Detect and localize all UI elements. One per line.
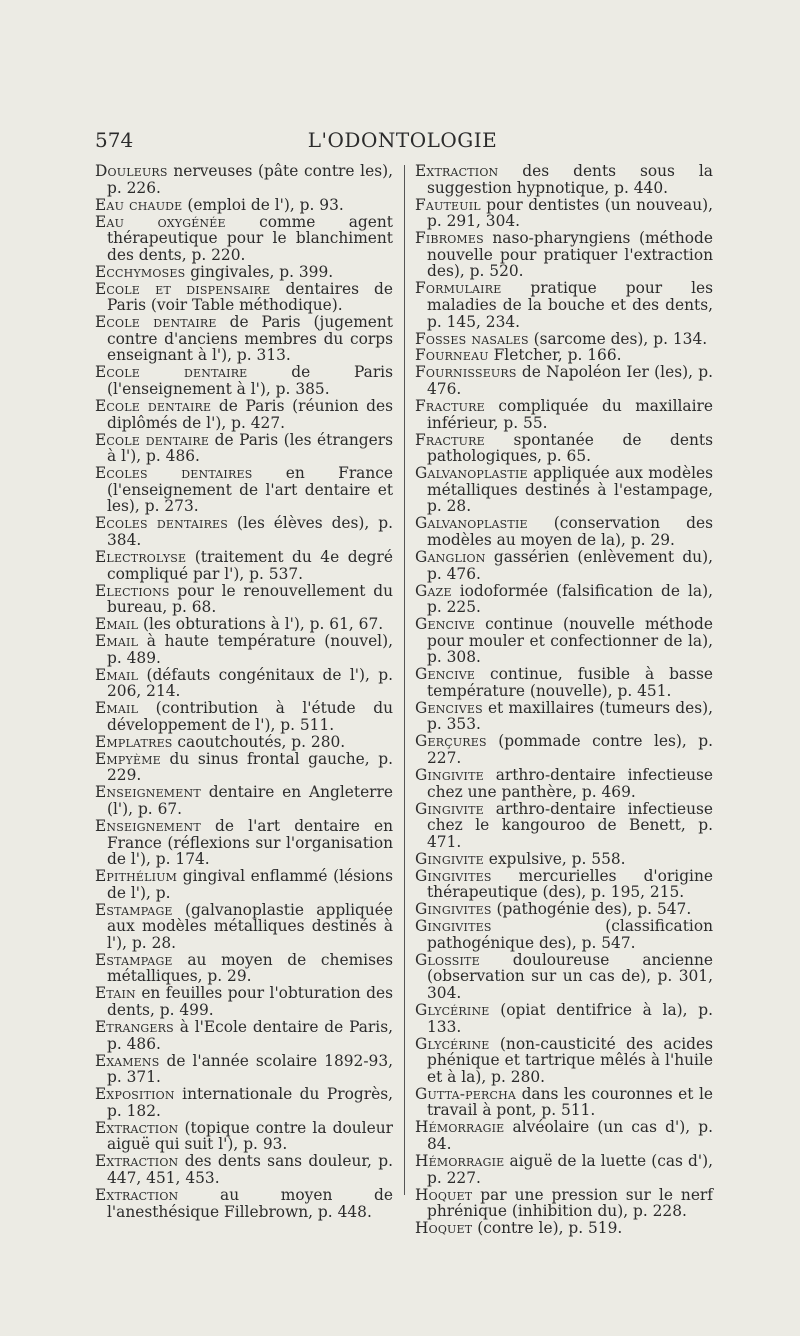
index-keyword: Gutta-percha xyxy=(415,1084,517,1103)
index-entry-text: aiguë de la luette (cas d'), p. 227. xyxy=(427,1151,713,1187)
index-entry-text: gassérien (enlèvement du), p. 476. xyxy=(427,547,713,583)
index-entry-text: (les obturations à l'), p. 61, 67. xyxy=(138,615,384,634)
running-title: L'ODONTOLOGIE xyxy=(307,128,498,152)
index-entry-text: de Paris (jugement contre d'anciens membres du corps enseignant à l'), p. 313. xyxy=(107,313,393,365)
index-entry-text: appliquée aux modèles métalliques destinés à l'estampage, p. 28. xyxy=(427,464,713,516)
index-entry-text: de Napoléon Ier (les), p. 476. xyxy=(427,363,713,399)
index-entry-text: continue (nouvelle méthode pour mouler et confectionner de la), p. 308. xyxy=(427,615,713,667)
index-entry xyxy=(95,784,393,817)
index-keyword: Exposition xyxy=(95,1085,175,1104)
index-entry-text: douloureuse ancienne (observation sur un cas de), p. 301, 304. xyxy=(427,950,713,1003)
index-entry-text: dans les couronnes et le travail à pont, p. 511. xyxy=(427,1084,713,1120)
index-keyword: Email xyxy=(95,615,139,634)
index-entry xyxy=(95,1120,393,1153)
index-entry-text: au moyen de chemises métalliques, p. 29. xyxy=(107,950,393,986)
index-entry-text: (pathogénie des), p. 547. xyxy=(491,900,692,919)
index-keyword: Emplatres xyxy=(95,732,173,751)
index-entry-text: gingival enflammé (lésions de l'), p. xyxy=(107,867,393,902)
index-entry xyxy=(95,1153,393,1186)
index-entry-text: (classification pathogénique des), p. 547. xyxy=(427,917,713,952)
index-entry-text: (les élèves des), p. 384. xyxy=(107,514,393,549)
index-entry-text: en France (l'enseignement de l'art dentaire et les), p. 273. xyxy=(107,464,393,516)
index-entry xyxy=(415,1153,713,1186)
index-column-left xyxy=(95,163,393,1221)
index-entry-text: arthro-dentaire infectieuse chez une panthère, p. 469. xyxy=(427,766,713,801)
index-keyword: Fauteuil xyxy=(415,195,481,214)
index-entry-text: de l'année scolaire 1892-93, p. 371. xyxy=(107,1051,393,1087)
index-entry-text: (opiat dentifrice à la), p. 133. xyxy=(427,1001,713,1036)
index-keyword: Email xyxy=(95,632,139,651)
index-entry xyxy=(415,163,713,196)
index-keyword: Fosses nasales xyxy=(415,329,529,348)
index-keyword: Email xyxy=(95,665,139,684)
index-entry-text: (défauts congénitaux de l'), p. 206, 214. xyxy=(107,665,393,701)
index-keyword: Gingivites xyxy=(415,900,492,919)
index-keyword: Gencive xyxy=(415,665,476,684)
index-entry-text: dentaires de Paris (voir Table méthodique). xyxy=(107,279,393,315)
index-entry xyxy=(95,902,393,952)
index-entry-text: à haute température (nouvel), p. 489. xyxy=(107,632,393,667)
index-entry-text: de Paris (réunion des diplômés de l'), p. 427. xyxy=(107,397,393,432)
index-entry xyxy=(95,818,393,868)
index-entry-text: (conservation des modèles au moyen de la), p. 29. xyxy=(427,514,713,549)
index-keyword: Gingivite xyxy=(415,849,484,868)
index-entry xyxy=(415,432,713,465)
index-entry-text: (pommade contre les), p. 227. xyxy=(427,732,713,768)
index-entry xyxy=(95,549,393,582)
index-keyword: Hémorragie xyxy=(415,1118,505,1137)
index-entry xyxy=(95,1053,393,1086)
index-entry-text: expulsive, p. 558. xyxy=(483,849,626,868)
index-entry-text: comme agent thérapeutique pour le blanchiment des dents, p. 220. xyxy=(107,212,393,264)
index-columns xyxy=(95,162,715,1238)
index-entry xyxy=(95,264,393,281)
index-entry-text: (non-causticité des acides phénique et tartrique mêlés à l'huile et à la), p. 280. xyxy=(427,1034,713,1086)
index-entry xyxy=(95,616,393,633)
index-entry xyxy=(415,918,713,951)
index-entry-text: arthro-dentaire infectieuse chez le kangouroo de Benett, p. 471. xyxy=(427,799,713,851)
index-entry xyxy=(95,1187,393,1220)
index-entry xyxy=(415,616,713,666)
index-entry-text: Fletcher, p. 166. xyxy=(488,346,622,365)
index-keyword: Fourneau xyxy=(415,346,489,365)
index-entry-text: gingivales, p. 399. xyxy=(185,262,334,281)
index-entry xyxy=(95,314,393,364)
index-entry xyxy=(95,515,393,548)
index-entry xyxy=(415,1036,713,1086)
index-keyword: Estampage xyxy=(95,900,173,919)
index-keyword: Fracture xyxy=(415,397,485,416)
index-keyword: Email xyxy=(95,699,139,718)
index-entry xyxy=(95,1019,393,1052)
index-column-right xyxy=(415,163,713,1237)
index-keyword: Gingivites xyxy=(415,866,492,885)
index-entry-text: spontanée de dents pathologiques, p. 65. xyxy=(427,430,713,466)
index-entry-text: mercurielles d'origine thérapeutique (des), p. 195, 215. xyxy=(427,866,713,902)
index-entry-text: à l'Ecole dentaire de Paris, p. 486. xyxy=(107,1018,393,1053)
index-entry xyxy=(95,985,393,1018)
index-entry xyxy=(95,751,393,784)
index-entry xyxy=(415,767,713,800)
index-keyword: Elections xyxy=(95,581,170,600)
index-entry-text: caoutchoutés, p. 280. xyxy=(172,732,346,751)
index-entry xyxy=(415,583,713,616)
index-keyword: Fibromes xyxy=(415,229,484,248)
index-keyword: Ecoles dentaires xyxy=(95,514,229,533)
index-entry-text: nerveuses (pâte contre les), p. 226. xyxy=(107,162,393,197)
index-keyword: Hoquet xyxy=(415,1219,473,1238)
index-entry-text: naso-pharyngiens (méthode nouvelle pour pratiquer l'extraction des), p. 520. xyxy=(427,229,713,281)
column-divider xyxy=(404,165,405,1195)
index-entry-text: de Paris (l'enseignement à l'), p. 385. xyxy=(107,363,393,399)
index-entry xyxy=(415,230,713,280)
index-entry-text: en feuilles pour l'obturation des dents, p. 499. xyxy=(107,984,393,1020)
index-keyword: Glossite xyxy=(415,950,480,969)
index-keyword: Ecole dentaire xyxy=(95,397,212,416)
index-keyword: Ecole dentaire xyxy=(95,363,248,382)
index-entry-text: au moyen de l'anesthésique Fillebrown, p. 448. xyxy=(107,1185,393,1221)
index-entry xyxy=(415,901,713,918)
index-entry xyxy=(95,214,393,264)
index-entry xyxy=(415,1002,713,1035)
index-entry xyxy=(415,851,713,868)
index-keyword: Extraction xyxy=(95,1152,179,1171)
index-keyword: Ecole dentaire xyxy=(95,430,210,449)
index-keyword: Extraction xyxy=(95,1118,179,1137)
index-entry xyxy=(415,1220,713,1237)
index-entry xyxy=(415,733,713,766)
index-entry xyxy=(95,633,393,666)
index-entry-text: (contribution à l'étude du développement de l'), p. 511. xyxy=(107,699,393,734)
page-number: 574 xyxy=(95,128,134,152)
index-entry-text: pour dentistes (un nouveau), p. 291, 304. xyxy=(427,195,713,231)
index-entry xyxy=(415,465,713,515)
index-entry xyxy=(415,331,713,348)
index-keyword: Etrangers xyxy=(95,1018,174,1037)
index-keyword: Gingivite xyxy=(415,766,484,785)
index-entry-text: par une pression sur le nerf phrénique (inhibition du), p. 228. xyxy=(427,1185,713,1221)
index-entry xyxy=(415,1119,713,1152)
index-keyword: Examens xyxy=(95,1051,160,1070)
index-entry xyxy=(95,868,393,901)
index-keyword: Eau chaude xyxy=(95,195,183,214)
index-keyword: Gingivites xyxy=(415,917,492,936)
index-entry xyxy=(415,347,713,364)
index-entry xyxy=(95,952,393,985)
index-entry xyxy=(95,667,393,700)
index-entry xyxy=(415,1187,713,1220)
index-entry xyxy=(415,549,713,582)
index-entry-text: (emploi de l'), p. 93. xyxy=(182,195,344,214)
index-keyword: Hoquet xyxy=(415,1185,473,1204)
index-entry xyxy=(95,398,393,431)
index-keyword: Galvanoplastie xyxy=(415,514,528,533)
index-entry xyxy=(415,700,713,733)
index-keyword: Enseignement xyxy=(95,783,201,802)
index-keyword: Ecchymoses xyxy=(95,262,186,281)
index-entry-text: des dents sous la suggestion hypnotique, p. 440. xyxy=(427,162,713,197)
index-entry xyxy=(95,163,393,196)
index-entry xyxy=(95,465,393,515)
index-keyword: Electrolyse xyxy=(95,547,187,566)
index-keyword: Hémorragie xyxy=(415,1151,505,1170)
index-keyword: Extraction xyxy=(415,162,499,180)
index-entry xyxy=(415,197,713,230)
index-entry-text: du sinus frontal gauche, p. 229. xyxy=(107,749,393,785)
index-keyword: Glycérine xyxy=(415,1001,490,1020)
index-keyword: Etain xyxy=(95,984,136,1003)
index-entry xyxy=(415,1086,713,1119)
index-entry-text: (topique contre la douleur aiguë qui suit l'), p. 93. xyxy=(107,1118,393,1154)
index-keyword: Gingivite xyxy=(415,799,484,818)
index-keyword: Epithélium xyxy=(95,867,178,886)
index-entry-text: continue, fusible à basse température (nouvelle), p. 451. xyxy=(427,665,713,700)
index-keyword: Gerçures xyxy=(415,732,487,751)
index-entry-text: (sarcome des), p. 134. xyxy=(528,329,708,348)
index-entry xyxy=(415,801,713,851)
index-keyword: Fournisseurs xyxy=(415,363,517,382)
index-entry xyxy=(95,1086,393,1119)
index-entry-text: iodoformée (falsification de la), p. 225. xyxy=(427,581,713,617)
index-keyword: Ecole et dispensaire xyxy=(95,279,271,298)
index-keyword: Ecoles dentaires xyxy=(95,464,253,483)
index-entry-text: des dents sans douleur, p. 447, 451, 453. xyxy=(107,1152,393,1187)
index-entry-text: pour le renouvellement du bureau, p. 68. xyxy=(107,581,393,617)
index-keyword: Ecole dentaire xyxy=(95,313,217,332)
index-keyword: Enseignement xyxy=(95,816,201,835)
index-entry xyxy=(95,583,393,616)
index-entry xyxy=(415,868,713,901)
index-keyword: Estampage xyxy=(95,950,173,969)
index-keyword: Formulaire xyxy=(415,279,502,298)
index-entry xyxy=(415,280,713,330)
index-keyword: Douleurs xyxy=(95,162,168,180)
index-entry xyxy=(415,952,713,1002)
index-entry xyxy=(415,515,713,548)
index-entry xyxy=(415,364,713,397)
index-entry xyxy=(415,398,713,431)
index-keyword: Gencives xyxy=(415,698,483,717)
index-entry-text: alvéolaire (un cas d'), p. 84. xyxy=(427,1118,713,1153)
index-entry-text: de l'art dentaire en France (réflexions sur l'organisation de l'), p. 174. xyxy=(107,816,393,869)
index-keyword: Eau oxygénée xyxy=(95,212,226,231)
index-entry-text: dentaire en Angleterre (l'), p. 67. xyxy=(107,783,393,818)
index-entry xyxy=(95,197,393,214)
index-keyword: Ganglion xyxy=(415,547,486,566)
index-keyword: Gaze xyxy=(415,581,452,600)
index-keyword: Empyème xyxy=(95,749,161,768)
index-keyword: Glycérine xyxy=(415,1034,490,1053)
index-entry-text: compliquée du maxillaire inférieur, p. 55. xyxy=(427,397,713,432)
index-entry-text: internationale du Progrès, p. 182. xyxy=(107,1085,393,1120)
index-entry-text: pratique pour les maladies de la bouche et des dents, p. 145, 234. xyxy=(427,279,713,331)
index-keyword: Gencive xyxy=(415,615,476,634)
index-entry-text: (galvanoplastie appliquée aux modèles métalliques destinés à l'), p. 28. xyxy=(107,900,393,952)
index-entry-text: (contre le), p. 519. xyxy=(472,1219,623,1238)
index-keyword: Extraction xyxy=(95,1185,179,1204)
index-entry xyxy=(415,666,713,699)
index-entry xyxy=(95,432,393,465)
index-entry-text: et maxillaires (tumeurs des), p. 353. xyxy=(427,698,713,734)
index-entry xyxy=(95,281,393,314)
index-entry xyxy=(95,734,393,751)
page-header xyxy=(95,128,710,158)
index-entry-text: de Paris (les étrangers à l'), p. 486. xyxy=(107,430,393,466)
index-keyword: Galvanoplastie xyxy=(415,464,528,483)
index-entry-text: (traitement du 4e degré compliqué par l'), p. 537. xyxy=(107,547,393,583)
index-entry xyxy=(95,364,393,397)
index-keyword: Fracture xyxy=(415,430,485,449)
index-entry xyxy=(95,700,393,733)
